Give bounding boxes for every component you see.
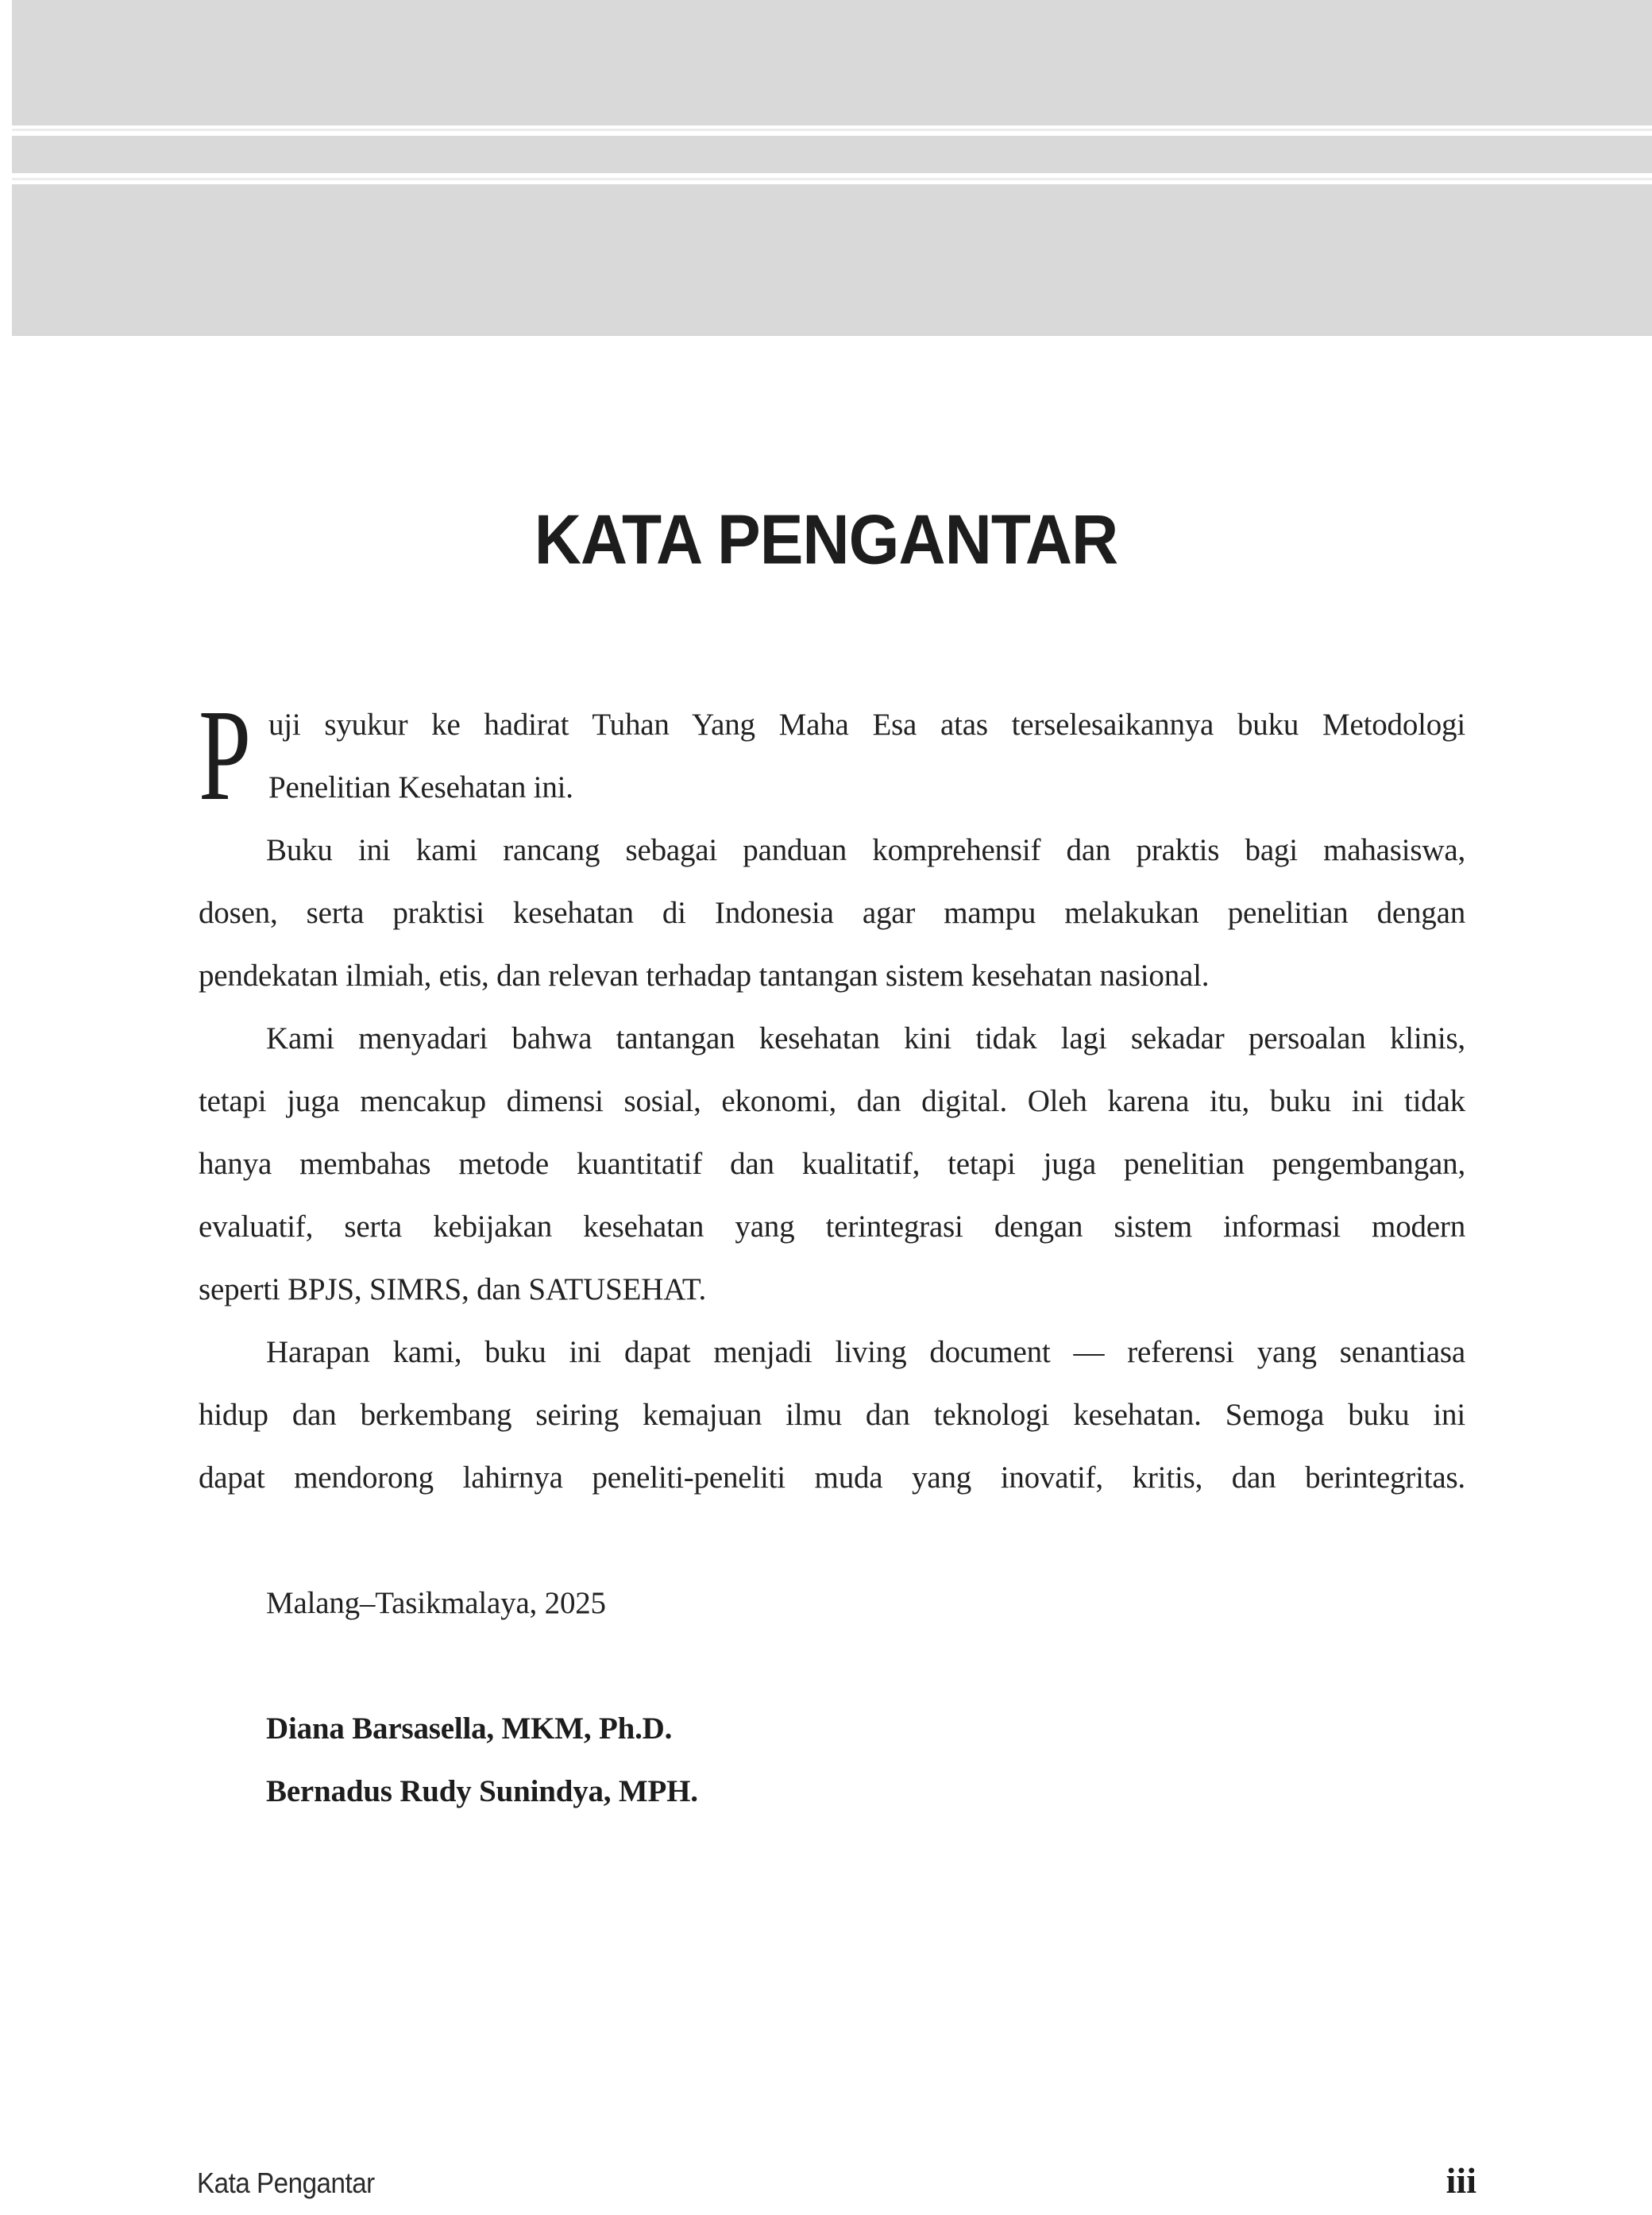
footer-section-label: Kata Pengantar <box>197 2167 375 2199</box>
body-line: seperti BPJS, SIMRS, dan SATUSEHAT. <box>199 1272 707 1306</box>
body-line: Harapan kami, buku ini dapat menjadi living document — referensi yang senantiasa <box>266 1335 1465 1369</box>
body-line: evaluatif, serta kebijakan kesehatan yang terintegrasi dengan sistem informasi modern <box>199 1210 1465 1244</box>
body-line: pendekatan ilmiah, etis, dan relevan terhadap tantangan sistem kesehatan nasional. <box>199 959 1210 993</box>
body-line: hanya membahas metode kuantitatif dan kualitatif, tetapi juga penelitian pengembangan, <box>199 1147 1465 1181</box>
body-line: tetapi juga mencakup dimensi sosial, ekonomi, dan digital. Oleh karena itu, buku ini tidak <box>199 1084 1465 1118</box>
closing-place-date: Malang–Tasikmalaya, 2025 <box>266 1586 606 1620</box>
header-hairline-2 <box>12 178 1652 180</box>
body-line: uji syukur ke hadirat Tuhan Yang Maha Esa atas terselesaikannya buku Metodologi <box>268 708 1465 742</box>
body-line: Buku ini kami rancang sebagai panduan komprehensif dan praktis bagi mahasiswa, <box>266 833 1465 867</box>
drop-cap-letter: P <box>199 682 252 828</box>
header-bar-middle <box>12 136 1652 173</box>
body-line: dapat mendorong lahirnya peneliti-peneliti muda yang inovatif, kritis, dan berintegritas. <box>199 1461 1465 1495</box>
author-name-2: Bernadus Rudy Sunindya, MPH. <box>266 1774 698 1808</box>
header-bar-bottom <box>12 184 1652 336</box>
author-name-1: Diana Barsasella, MKM, Ph.D. <box>266 1711 673 1746</box>
body-line: Penelitian Kesehatan ini. <box>268 770 573 805</box>
page-number: iii <box>1446 2160 1476 2201</box>
body-line: Kami menyadari bahwa tantangan kesehatan kini tidak lagi sekadar persoalan klinis, <box>266 1021 1465 1055</box>
body-line: hidup dan berkembang seiring kemajuan ilmu dan teknologi kesehatan. Semoga buku ini <box>199 1398 1465 1432</box>
body-text <box>199 693 1465 1823</box>
header-bar-top <box>12 0 1652 125</box>
page-title: KATA PENGANTAR <box>534 500 1118 579</box>
body-line: dosen, serta praktisi kesehatan di Indonesia agar mampu melakukan penelitian dengan <box>199 896 1465 930</box>
header-hairline-1 <box>12 129 1652 131</box>
